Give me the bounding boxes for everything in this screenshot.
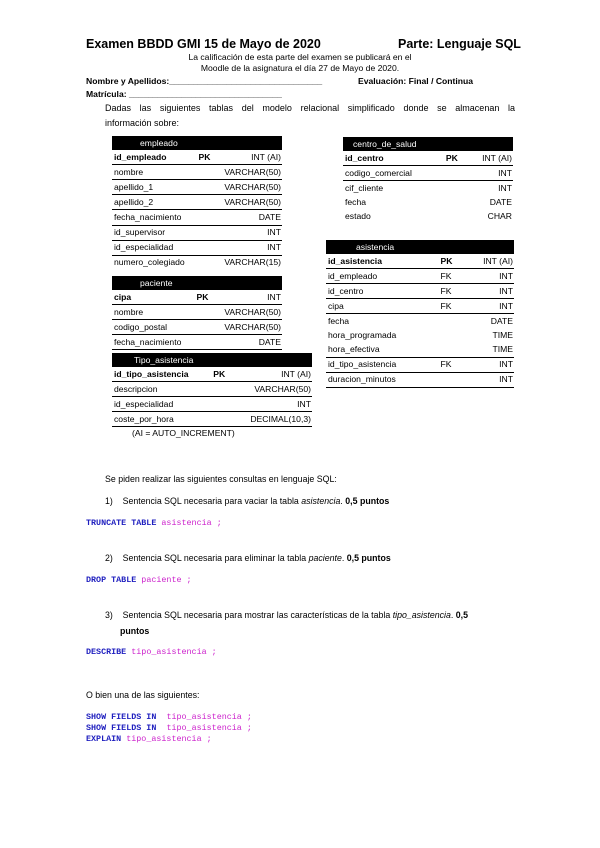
table-row xyxy=(343,195,513,209)
answer-3-code xyxy=(86,647,217,657)
column-type: INT xyxy=(212,290,282,305)
intro-line-2: información sobre: xyxy=(105,118,180,128)
name-label: Nombre y Apellidos: xyxy=(86,76,170,86)
column-type: INT xyxy=(462,357,514,372)
question-3-points-unit: puntos xyxy=(120,626,150,636)
column-type: INT xyxy=(462,284,514,299)
table-row xyxy=(326,254,514,269)
column-key: FK xyxy=(438,299,462,314)
column-name: fecha_nacimiento xyxy=(112,335,195,350)
answer-1-code xyxy=(86,518,222,528)
column-name: id_centro xyxy=(326,284,438,299)
matricula-blank: ________________________________ xyxy=(128,89,282,99)
column-type: TIME xyxy=(462,343,514,358)
column-name: cipa xyxy=(112,290,195,305)
intro-line-1: Dadas las siguientes tablas del modelo relacional simplificado donde se almacenan la xyxy=(105,103,515,113)
question-2 xyxy=(105,553,391,563)
column-key xyxy=(444,166,466,181)
column-type: INT (AI) xyxy=(230,367,312,382)
column-type: DATE xyxy=(214,210,282,225)
sql-identifier: tipo_asistencia ; xyxy=(126,734,212,744)
table-centro-de-salud xyxy=(343,137,513,224)
table-row xyxy=(112,240,282,255)
column-key xyxy=(211,412,230,427)
question-table: paciente xyxy=(308,553,342,563)
table-row xyxy=(326,284,514,299)
note-line-2: Moodle de la asignatura el día 27 de Mayo de 2020. xyxy=(200,63,400,73)
name-blank: ________________________________ xyxy=(169,76,323,86)
column-key: FK xyxy=(438,284,462,299)
sql-identifier: paciente ; xyxy=(141,575,192,585)
table-name: empleado xyxy=(112,137,178,150)
column-type: DATE xyxy=(212,335,282,350)
column-key xyxy=(196,210,213,225)
alternative-code xyxy=(86,723,252,733)
column-type: INT xyxy=(462,269,514,284)
column-key xyxy=(196,255,213,270)
column-type: DATE xyxy=(490,316,513,327)
note-line-1: La calificación de esta parte del examen se publicará en el xyxy=(188,52,412,62)
column-type: DATE xyxy=(489,196,512,207)
column-type: INT xyxy=(462,299,514,314)
column-type: INT (AI) xyxy=(214,150,282,165)
table-row xyxy=(326,269,514,284)
column-name: codigo_postal xyxy=(112,320,195,335)
sql-keyword: EXPLAIN xyxy=(86,734,122,744)
sql-keyword: TRUNCATE TABLE xyxy=(86,518,157,528)
sql-keyword: SHOW FIELDS IN xyxy=(86,723,157,733)
table-row xyxy=(326,357,514,372)
question-points: 0,5 puntos xyxy=(345,496,390,506)
column-key: PK xyxy=(211,367,230,382)
column-name: duracion_minutos xyxy=(326,372,438,387)
table-row xyxy=(326,343,514,358)
table-row xyxy=(112,290,282,305)
column-type: VARCHAR(15) xyxy=(224,257,281,268)
table-asistencia xyxy=(326,240,514,388)
table-row xyxy=(326,299,514,314)
column-name: numero_colegiado xyxy=(114,257,185,268)
column-key: PK xyxy=(444,151,466,166)
queries-intro: Se piden realizar las siguientes consultas en lenguaje SQL: xyxy=(105,474,337,484)
column-key xyxy=(196,165,213,180)
question-points: 0,5 xyxy=(455,610,469,620)
column-name: descripcion xyxy=(112,382,211,397)
column-name: id_tipo_asistencia xyxy=(326,357,438,372)
column-key: FK xyxy=(438,357,462,372)
ai-note: (AI = AUTO_INCREMENT) xyxy=(132,428,235,438)
column-name: hora_programada xyxy=(328,330,397,341)
column-key: FK xyxy=(438,269,462,284)
name-field[interactable] xyxy=(86,76,322,86)
column-type: INT xyxy=(465,166,513,181)
question-number: 2) xyxy=(105,553,113,563)
table-row xyxy=(112,165,282,180)
column-key xyxy=(438,343,462,358)
table-row xyxy=(112,150,282,165)
column-key xyxy=(444,209,466,223)
column-type: INT xyxy=(214,240,282,255)
matricula-field[interactable] xyxy=(86,89,282,99)
column-name: codigo_comercial xyxy=(343,166,444,181)
question-text: Sentencia SQL necesaria para eliminar la tabla xyxy=(122,553,309,563)
column-key xyxy=(444,181,466,196)
column-name: fecha xyxy=(328,316,350,327)
sql-identifier: tipo_asistencia ; xyxy=(131,647,217,657)
table-row xyxy=(112,195,282,210)
table-tipo-asistencia xyxy=(112,353,312,427)
column-name: id_asistencia xyxy=(326,254,438,269)
alternative-code xyxy=(86,712,252,722)
column-type: VARCHAR(50) xyxy=(214,165,282,180)
sql-identifier: asistencia ; xyxy=(161,518,222,528)
column-key: PK xyxy=(438,254,462,269)
sql-keyword: DROP TABLE xyxy=(86,575,137,585)
table-row xyxy=(112,255,282,270)
alternatives-intro: O bien una de las siguientes: xyxy=(86,690,200,700)
column-key xyxy=(438,372,462,387)
question-text: Sentencia SQL necesaria para mostrar las características de la tabla xyxy=(122,610,393,620)
column-type: INT xyxy=(462,372,514,387)
column-type: VARCHAR(50) xyxy=(230,382,312,397)
column-type: INT (AI) xyxy=(462,254,514,269)
table-row xyxy=(112,382,312,397)
table-row xyxy=(326,329,514,343)
question-sep: . xyxy=(450,610,456,620)
column-name: hora_efectiva xyxy=(326,343,438,358)
table-empleado xyxy=(112,136,282,270)
sql-identifier: tipo_asistencia ; xyxy=(166,712,252,722)
question-sep: . xyxy=(341,553,347,563)
column-name: cipa xyxy=(326,299,438,314)
table-row xyxy=(112,305,282,320)
column-key xyxy=(438,329,462,343)
column-type: VARCHAR(50) xyxy=(214,180,282,195)
column-name: id_centro xyxy=(343,151,444,166)
column-key xyxy=(196,180,213,195)
question-number: 3) xyxy=(105,610,113,620)
column-key: PK xyxy=(195,290,213,305)
table-row xyxy=(112,210,282,225)
exam-part: Parte: Lenguaje SQL xyxy=(398,37,521,51)
question-sep: . xyxy=(340,496,346,506)
table-name: Tipo_asistencia xyxy=(112,354,193,367)
column-name: coste_por_hora xyxy=(112,412,211,427)
sql-identifier: tipo_asistencia ; xyxy=(166,723,252,733)
column-key xyxy=(438,314,462,329)
table-row xyxy=(112,320,282,335)
column-name: id_empleado xyxy=(326,269,438,284)
column-key xyxy=(196,195,213,210)
column-key xyxy=(444,195,466,209)
table-name: paciente xyxy=(112,277,173,290)
question-table: tipo_asistencia xyxy=(392,610,451,620)
column-type: INT xyxy=(498,182,512,193)
column-key xyxy=(211,397,230,412)
column-type: TIME xyxy=(492,330,513,341)
exam-title: Examen BBDD GMI 15 de Mayo de 2020 xyxy=(86,37,321,51)
column-name: id_empleado xyxy=(112,150,196,165)
column-name: apellido_2 xyxy=(112,195,196,210)
column-key xyxy=(196,240,213,255)
table-row xyxy=(326,372,514,387)
column-name: cif_cliente xyxy=(345,182,384,193)
column-key xyxy=(195,335,213,350)
question-table: asistencia xyxy=(301,496,341,506)
column-key xyxy=(195,320,213,335)
table-row xyxy=(112,180,282,195)
table-row xyxy=(112,367,312,382)
column-name: fecha_nacimiento xyxy=(112,210,196,225)
table-row xyxy=(112,397,312,412)
sql-keyword: SHOW FIELDS IN xyxy=(86,712,157,722)
column-key xyxy=(195,305,213,320)
column-name: nombre xyxy=(112,165,196,180)
question-1 xyxy=(105,496,389,506)
sql-keyword: DESCRIBE xyxy=(86,647,127,657)
column-type: CHAR xyxy=(487,211,512,222)
column-type: INT xyxy=(230,397,312,412)
column-name: id_tipo_asistencia xyxy=(112,367,211,382)
column-name: id_supervisor xyxy=(112,225,196,240)
question-points: 0,5 puntos xyxy=(346,553,391,563)
column-name: id_especialidad xyxy=(112,397,211,412)
table-name: centro_de_salud xyxy=(343,138,417,151)
alternative-code xyxy=(86,734,212,744)
column-name: fecha xyxy=(345,196,367,207)
column-name: id_especialidad xyxy=(112,240,196,255)
table-row xyxy=(112,225,282,240)
question-number: 1) xyxy=(105,496,113,506)
column-type: INT xyxy=(214,225,282,240)
column-type: VARCHAR(50) xyxy=(212,320,282,335)
table-row xyxy=(343,209,513,223)
table-row xyxy=(112,335,282,350)
column-name: apellido_1 xyxy=(112,180,196,195)
evaluation-label: Evaluación: Final / Continua xyxy=(358,76,474,86)
matricula-label: Matrícula: xyxy=(86,89,127,99)
answer-2-code xyxy=(86,575,192,585)
table-row xyxy=(343,166,513,181)
table-row xyxy=(343,151,513,166)
question-3 xyxy=(105,610,515,620)
table-paciente xyxy=(112,276,282,350)
column-name: estado xyxy=(345,211,371,222)
column-type: INT (AI) xyxy=(465,151,513,166)
column-key xyxy=(196,225,213,240)
table-row xyxy=(343,181,513,196)
column-type: DECIMAL(10,3) xyxy=(230,412,312,427)
question-text: Sentencia SQL necesaria para vaciar la tabla xyxy=(122,496,302,506)
column-key xyxy=(211,382,230,397)
column-key: PK xyxy=(196,150,213,165)
table-row xyxy=(326,314,514,329)
column-type: VARCHAR(50) xyxy=(212,305,282,320)
table-name: asistencia xyxy=(326,241,394,254)
column-name: nombre xyxy=(112,305,195,320)
table-row xyxy=(112,412,312,427)
column-type: VARCHAR(50) xyxy=(214,195,282,210)
